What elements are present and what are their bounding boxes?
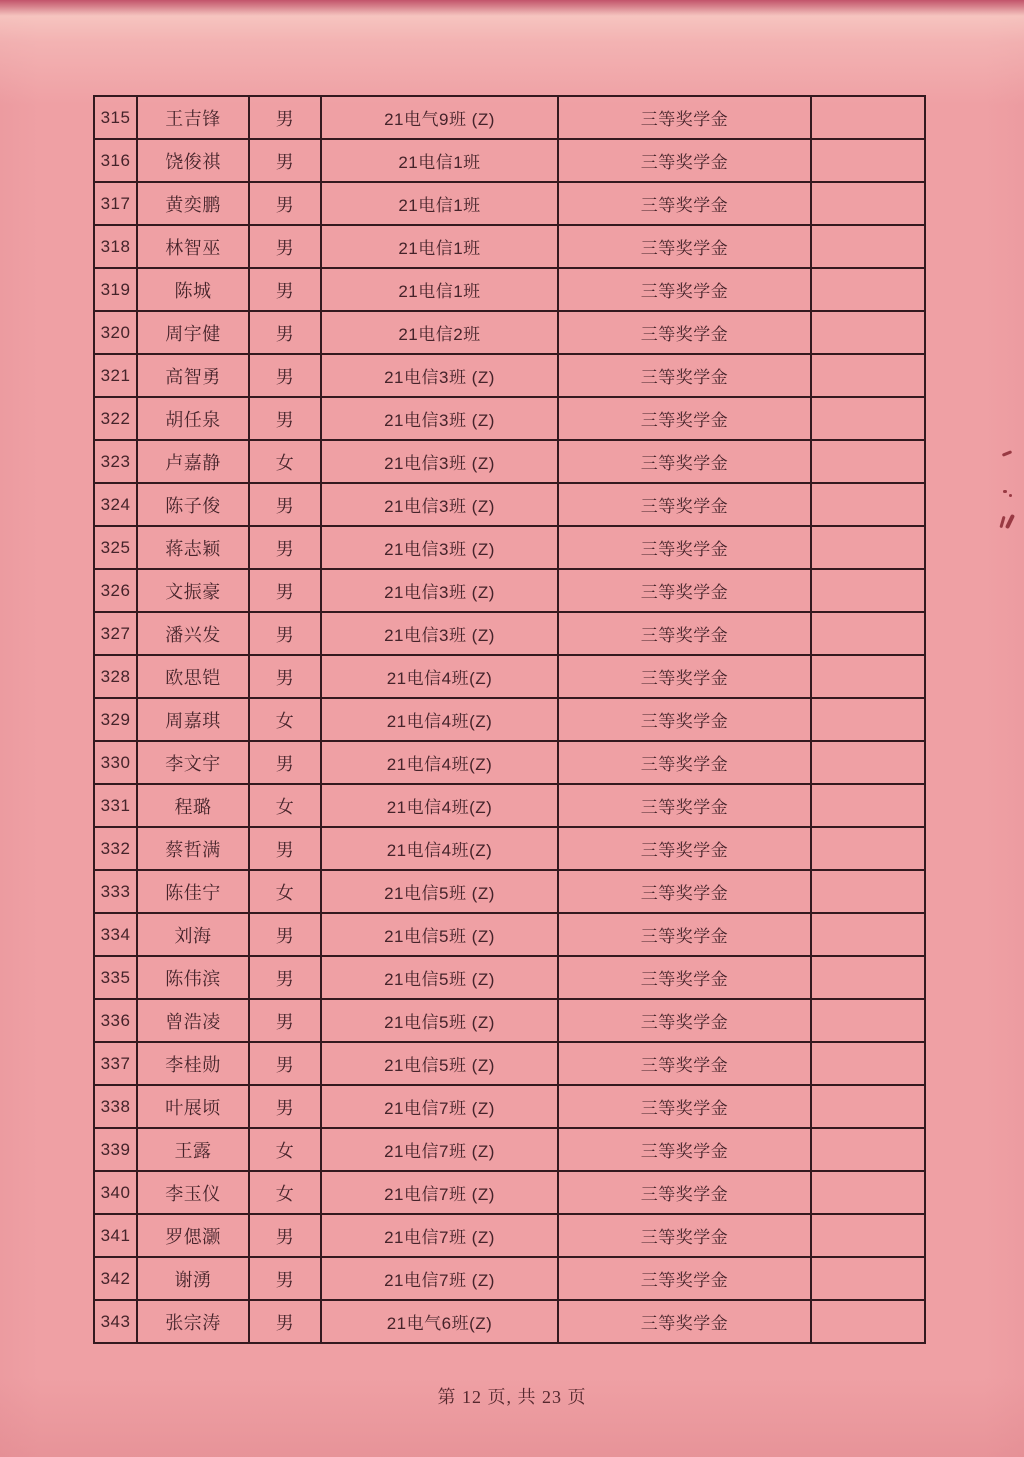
cell-note-empty xyxy=(811,182,925,225)
cell-award: 三等奖学金 xyxy=(558,784,811,827)
cell-class: 21电信3班 (Z) xyxy=(321,612,558,655)
cell-gender: 女 xyxy=(249,440,321,483)
cell-award: 三等奖学金 xyxy=(558,870,811,913)
cell-gender: 男 xyxy=(249,1300,321,1343)
cell-award: 三等奖学金 xyxy=(558,612,811,655)
cell-student-name: 李文宇 xyxy=(137,741,249,784)
cell-gender: 女 xyxy=(249,698,321,741)
cell-gender: 男 xyxy=(249,913,321,956)
cell-class: 21电信1班 xyxy=(321,139,558,182)
cell-class: 21电信4班(Z) xyxy=(321,698,558,741)
cell-serial-number: 342 xyxy=(94,1257,137,1300)
cell-class: 21电信3班 (Z) xyxy=(321,569,558,612)
cell-note-empty xyxy=(811,612,925,655)
cell-award: 三等奖学金 xyxy=(558,913,811,956)
cell-class: 21电信5班 (Z) xyxy=(321,913,558,956)
cell-gender: 男 xyxy=(249,483,321,526)
cell-student-name: 高智勇 xyxy=(137,354,249,397)
cell-serial-number: 329 xyxy=(94,698,137,741)
margin-pen-mark xyxy=(1009,494,1012,497)
table-row xyxy=(94,913,925,956)
table-row xyxy=(94,741,925,784)
cell-gender: 男 xyxy=(249,956,321,999)
table-row xyxy=(94,526,925,569)
cell-note-empty xyxy=(811,96,925,139)
cell-student-name: 饶俊祺 xyxy=(137,139,249,182)
table-row xyxy=(94,698,925,741)
cell-note-empty xyxy=(811,1085,925,1128)
cell-award: 三等奖学金 xyxy=(558,956,811,999)
cell-student-name: 林智巫 xyxy=(137,225,249,268)
cell-serial-number: 335 xyxy=(94,956,137,999)
margin-pen-mark xyxy=(1005,514,1015,529)
cell-note-empty xyxy=(811,483,925,526)
cell-award: 三等奖学金 xyxy=(558,741,811,784)
cell-student-name: 陈子俊 xyxy=(137,483,249,526)
cell-serial-number: 317 xyxy=(94,182,137,225)
table-row xyxy=(94,311,925,354)
cell-note-empty xyxy=(811,526,925,569)
cell-award: 三等奖学金 xyxy=(558,526,811,569)
cell-note-empty xyxy=(811,1300,925,1343)
cell-class: 21电信5班 (Z) xyxy=(321,870,558,913)
cell-student-name: 文振豪 xyxy=(137,569,249,612)
table-row xyxy=(94,999,925,1042)
cell-note-empty xyxy=(811,311,925,354)
cell-student-name: 曾浩凌 xyxy=(137,999,249,1042)
cell-gender: 男 xyxy=(249,397,321,440)
cell-award: 三等奖学金 xyxy=(558,139,811,182)
cell-serial-number: 341 xyxy=(94,1214,137,1257)
cell-note-empty xyxy=(811,268,925,311)
table-row xyxy=(94,956,925,999)
cell-class: 21电信3班 (Z) xyxy=(321,397,558,440)
cell-note-empty xyxy=(811,139,925,182)
cell-note-empty xyxy=(811,827,925,870)
cell-student-name: 黄奕鹏 xyxy=(137,182,249,225)
cell-student-name: 李桂勋 xyxy=(137,1042,249,1085)
cell-gender: 女 xyxy=(249,1128,321,1171)
table-row xyxy=(94,1085,925,1128)
table-row xyxy=(94,1042,925,1085)
table-row xyxy=(94,1300,925,1343)
cell-class: 21电信1班 xyxy=(321,182,558,225)
cell-class: 21电信4班(Z) xyxy=(321,827,558,870)
cell-note-empty xyxy=(811,870,925,913)
cell-note-empty xyxy=(811,1257,925,1300)
cell-serial-number: 339 xyxy=(94,1128,137,1171)
cell-serial-number: 325 xyxy=(94,526,137,569)
cell-serial-number: 327 xyxy=(94,612,137,655)
cell-serial-number: 318 xyxy=(94,225,137,268)
cell-note-empty xyxy=(811,956,925,999)
cell-note-empty xyxy=(811,655,925,698)
table-row xyxy=(94,225,925,268)
cell-award: 三等奖学金 xyxy=(558,225,811,268)
cell-gender: 男 xyxy=(249,655,321,698)
table-row xyxy=(94,354,925,397)
cell-student-name: 王露 xyxy=(137,1128,249,1171)
cell-serial-number: 315 xyxy=(94,96,137,139)
cell-note-empty xyxy=(811,440,925,483)
cell-student-name: 欧思铠 xyxy=(137,655,249,698)
cell-note-empty xyxy=(811,569,925,612)
cell-note-empty xyxy=(811,784,925,827)
cell-serial-number: 338 xyxy=(94,1085,137,1128)
cell-award: 三等奖学金 xyxy=(558,1300,811,1343)
cell-award: 三等奖学金 xyxy=(558,1042,811,1085)
cell-note-empty xyxy=(811,741,925,784)
cell-class: 21电信2班 xyxy=(321,311,558,354)
cell-gender: 男 xyxy=(249,569,321,612)
cell-class: 21电信4班(Z) xyxy=(321,741,558,784)
cell-award: 三等奖学金 xyxy=(558,1171,811,1214)
cell-serial-number: 337 xyxy=(94,1042,137,1085)
cell-award: 三等奖学金 xyxy=(558,182,811,225)
cell-serial-number: 334 xyxy=(94,913,137,956)
cell-note-empty xyxy=(811,999,925,1042)
cell-student-name: 蔡哲满 xyxy=(137,827,249,870)
table-row xyxy=(94,440,925,483)
cell-class: 21电信7班 (Z) xyxy=(321,1128,558,1171)
table-row xyxy=(94,1128,925,1171)
cell-note-empty xyxy=(811,1171,925,1214)
table-row xyxy=(94,569,925,612)
cell-serial-number: 336 xyxy=(94,999,137,1042)
cell-student-name: 李玉仪 xyxy=(137,1171,249,1214)
cell-gender: 男 xyxy=(249,827,321,870)
cell-award: 三等奖学金 xyxy=(558,268,811,311)
cell-serial-number: 321 xyxy=(94,354,137,397)
cell-class: 21电信3班 (Z) xyxy=(321,483,558,526)
cell-serial-number: 316 xyxy=(94,139,137,182)
cell-award: 三等奖学金 xyxy=(558,483,811,526)
cell-note-empty xyxy=(811,397,925,440)
cell-gender: 男 xyxy=(249,354,321,397)
cell-note-empty xyxy=(811,1128,925,1171)
table-row xyxy=(94,483,925,526)
cell-gender: 男 xyxy=(249,526,321,569)
cell-gender: 男 xyxy=(249,268,321,311)
cell-class: 21电信7班 (Z) xyxy=(321,1214,558,1257)
cell-serial-number: 333 xyxy=(94,870,137,913)
cell-class: 21电信3班 (Z) xyxy=(321,526,558,569)
cell-gender: 男 xyxy=(249,311,321,354)
table-row xyxy=(94,397,925,440)
cell-gender: 男 xyxy=(249,182,321,225)
cell-class: 21电信5班 (Z) xyxy=(321,1042,558,1085)
cell-note-empty xyxy=(811,1042,925,1085)
table-row xyxy=(94,182,925,225)
cell-serial-number: 320 xyxy=(94,311,137,354)
cell-student-name: 张宗涛 xyxy=(137,1300,249,1343)
cell-note-empty xyxy=(811,913,925,956)
cell-serial-number: 328 xyxy=(94,655,137,698)
cell-class: 21电信5班 (Z) xyxy=(321,999,558,1042)
cell-gender: 女 xyxy=(249,1171,321,1214)
cell-class: 21电气6班(Z) xyxy=(321,1300,558,1343)
cell-student-name: 罗偲灏 xyxy=(137,1214,249,1257)
table-row xyxy=(94,139,925,182)
cell-class: 21电信7班 (Z) xyxy=(321,1085,558,1128)
cell-class: 21电信4班(Z) xyxy=(321,655,558,698)
cell-class: 21电信5班 (Z) xyxy=(321,956,558,999)
cell-class: 21电信1班 xyxy=(321,225,558,268)
cell-award: 三等奖学金 xyxy=(558,1085,811,1128)
cell-student-name: 王吉锋 xyxy=(137,96,249,139)
cell-class: 21电信1班 xyxy=(321,268,558,311)
cell-serial-number: 330 xyxy=(94,741,137,784)
cell-student-name: 蒋志颖 xyxy=(137,526,249,569)
cell-class: 21电信7班 (Z) xyxy=(321,1171,558,1214)
page-footer: 第 12 页, 共 23 页 xyxy=(437,1387,587,1407)
cell-student-name: 周嘉琪 xyxy=(137,698,249,741)
table-row xyxy=(94,612,925,655)
cell-award: 三等奖学金 xyxy=(558,827,811,870)
cell-class: 21电信7班 (Z) xyxy=(321,1257,558,1300)
cell-class: 21电信3班 (Z) xyxy=(321,440,558,483)
cell-award: 三等奖学金 xyxy=(558,397,811,440)
cell-award: 三等奖学金 xyxy=(558,1257,811,1300)
cell-award: 三等奖学金 xyxy=(558,655,811,698)
cell-student-name: 程璐 xyxy=(137,784,249,827)
cell-student-name: 谢湧 xyxy=(137,1257,249,1300)
cell-award: 三等奖学金 xyxy=(558,96,811,139)
cell-serial-number: 326 xyxy=(94,569,137,612)
cell-serial-number: 323 xyxy=(94,440,137,483)
cell-student-name: 周宇健 xyxy=(137,311,249,354)
cell-gender: 男 xyxy=(249,1257,321,1300)
cell-award: 三等奖学金 xyxy=(558,999,811,1042)
cell-award: 三等奖学金 xyxy=(558,311,811,354)
cell-gender: 女 xyxy=(249,870,321,913)
cell-award: 三等奖学金 xyxy=(558,1214,811,1257)
cell-class: 21电信3班 (Z) xyxy=(321,354,558,397)
table-row xyxy=(94,1171,925,1214)
cell-gender: 男 xyxy=(249,1214,321,1257)
cell-award: 三等奖学金 xyxy=(558,569,811,612)
cell-note-empty xyxy=(811,1214,925,1257)
cell-student-name: 陈城 xyxy=(137,268,249,311)
cell-gender: 男 xyxy=(249,612,321,655)
cell-serial-number: 340 xyxy=(94,1171,137,1214)
cell-gender: 男 xyxy=(249,1042,321,1085)
table-row xyxy=(94,870,925,913)
table-row xyxy=(94,96,925,139)
cell-serial-number: 331 xyxy=(94,784,137,827)
cell-award: 三等奖学金 xyxy=(558,354,811,397)
cell-gender: 男 xyxy=(249,741,321,784)
cell-serial-number: 332 xyxy=(94,827,137,870)
scholarship-table xyxy=(93,95,926,1344)
cell-award: 三等奖学金 xyxy=(558,698,811,741)
cell-award: 三等奖学金 xyxy=(558,1128,811,1171)
cell-note-empty xyxy=(811,225,925,268)
cell-student-name: 陈伟滨 xyxy=(137,956,249,999)
cell-student-name: 胡任泉 xyxy=(137,397,249,440)
cell-student-name: 陈佳宁 xyxy=(137,870,249,913)
cell-serial-number: 319 xyxy=(94,268,137,311)
cell-serial-number: 343 xyxy=(94,1300,137,1343)
cell-student-name: 叶展顷 xyxy=(137,1085,249,1128)
cell-gender: 男 xyxy=(249,96,321,139)
cell-award: 三等奖学金 xyxy=(558,440,811,483)
cell-student-name: 刘海 xyxy=(137,913,249,956)
cell-gender: 男 xyxy=(249,1085,321,1128)
table-row xyxy=(94,827,925,870)
table-body xyxy=(94,96,925,1343)
cell-gender: 男 xyxy=(249,225,321,268)
table-row xyxy=(94,784,925,827)
cell-note-empty xyxy=(811,354,925,397)
cell-class: 21电气9班 (Z) xyxy=(321,96,558,139)
cell-student-name: 卢嘉静 xyxy=(137,440,249,483)
margin-pen-mark xyxy=(1003,490,1007,493)
cell-gender: 男 xyxy=(249,999,321,1042)
cell-gender: 女 xyxy=(249,784,321,827)
table-row xyxy=(94,1257,925,1300)
table-row xyxy=(94,268,925,311)
cell-gender: 男 xyxy=(249,139,321,182)
cell-note-empty xyxy=(811,698,925,741)
cell-class: 21电信4班(Z) xyxy=(321,784,558,827)
cell-serial-number: 324 xyxy=(94,483,137,526)
margin-pen-mark xyxy=(1002,450,1012,457)
table-row xyxy=(94,655,925,698)
table-row xyxy=(94,1214,925,1257)
cell-student-name: 潘兴发 xyxy=(137,612,249,655)
cell-serial-number: 322 xyxy=(94,397,137,440)
